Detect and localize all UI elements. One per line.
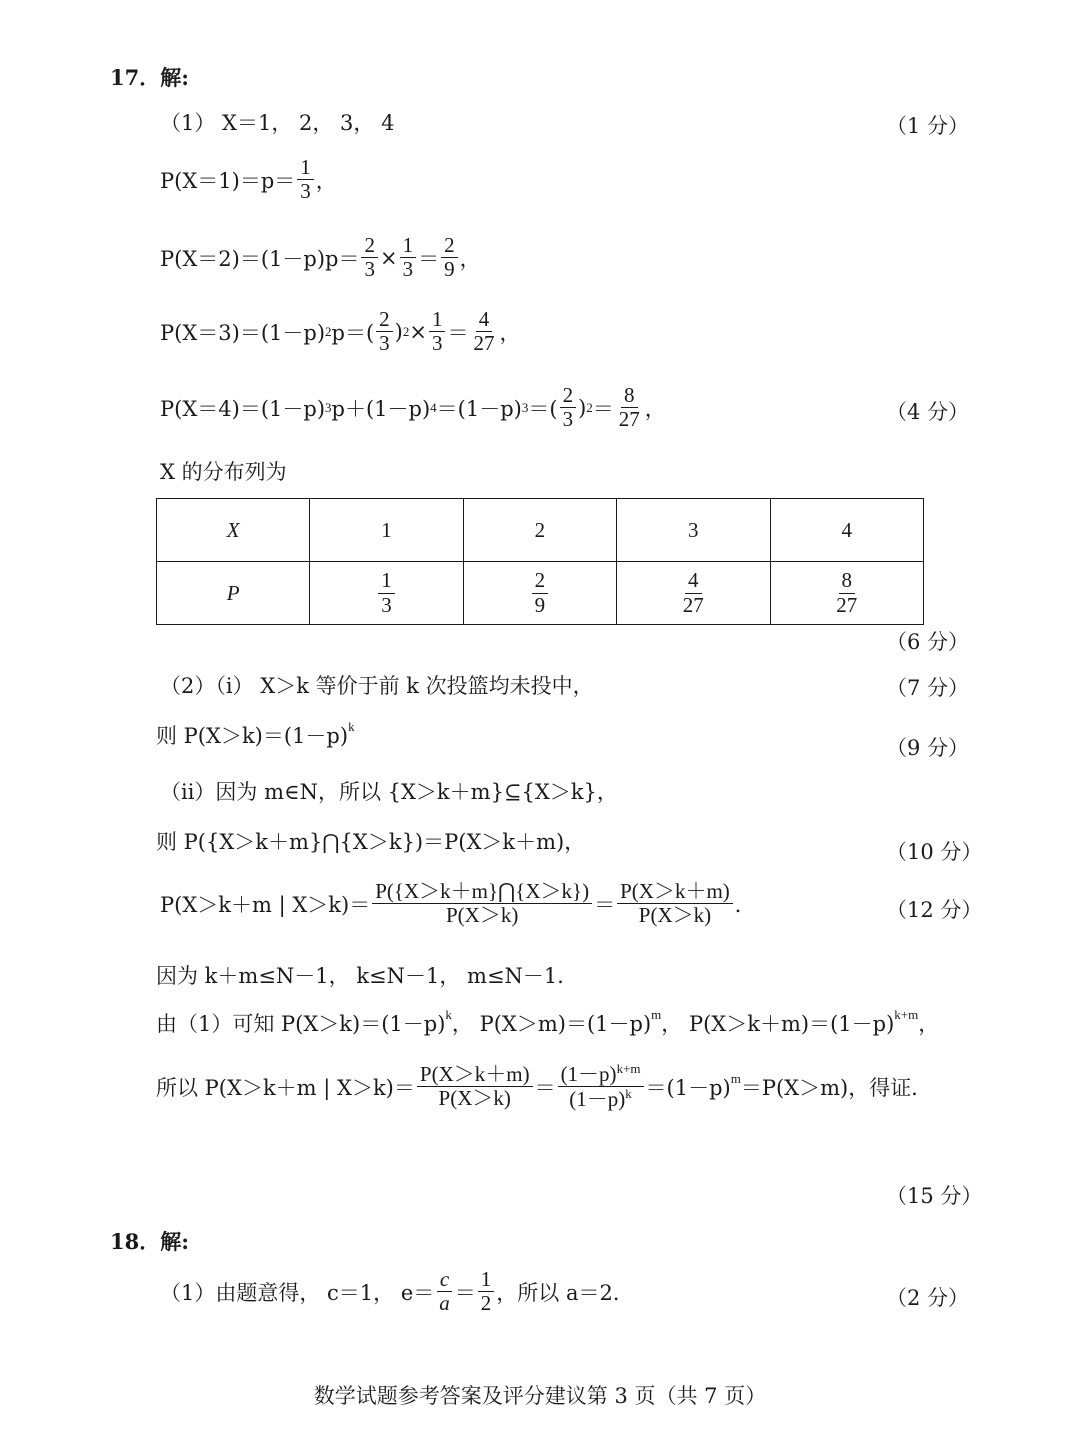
frac: c a — [436, 1268, 453, 1315]
table-cell: P — [157, 562, 310, 625]
table-cell: 1 — [310, 499, 463, 562]
q18-heading: 18．解: — [110, 1229, 189, 1254]
eq-p4: P(X＝4)＝(1－p) 3 p＋(1－p) 4 ＝(1－p) 3 ＝( 2 3 ) 2 ＝ 8 27 ， — [160, 383, 666, 432]
frac: P({X＞k＋m}⋂{X＞k}) P(X＞k) — [372, 880, 592, 927]
table-cell: X — [157, 499, 310, 562]
eq-p4-text: P(X＝4)＝(1－p) — [160, 396, 326, 421]
score-1: （1 分） — [886, 114, 970, 138]
frac: $\frac{1}{3}$ — [400, 234, 417, 281]
table-cell: $\frac{1}{3}$ — [310, 562, 463, 625]
frac: $\frac{2}{3}$ — [361, 234, 378, 281]
eq-p3: P(X＝3)＝(1－p) 2 p＝( 2 3 ) 2 × $\frac{1}{3}$ ＝ 4 27 ， — [160, 307, 521, 356]
q18-line1: （1）由题意得， c＝1， e＝ c a ＝ 1 2 ，所以 a＝2． — [160, 1267, 634, 1316]
frac: P(X＞k＋m) P(X＞k) — [617, 880, 733, 927]
eq-then2: 则 P({X＞k＋m}⋂{X＞k})＝P(X＞k＋m)， — [156, 830, 586, 854]
score-7: （7 分） — [886, 676, 970, 700]
frac: 1 3 — [297, 156, 314, 203]
frac: 2 3 — [560, 384, 577, 431]
eq-p1-text: P(X＝1)＝p＝ — [160, 168, 296, 193]
because-line: 因为 k＋m≤N－1， k≤N－1， m≤N－1． — [156, 964, 579, 988]
score-10: （10 分） — [886, 840, 983, 864]
frac: 4 27 — [473, 307, 495, 356]
eq-p2: P(X＝2)＝(1－p)p＝ $\frac{2}{3}$ × $\frac{1}{3}$ ＝ 2 9 ， — [160, 233, 481, 282]
eq-then1: 则 P(X＞k)＝(1－p) $^k$ — [156, 719, 355, 748]
eq-p1: P(X＝1)＝p＝ 1 3 ， — [160, 155, 337, 204]
table-row — [157, 562, 924, 625]
score-6: （6 分） — [886, 630, 970, 654]
frac: $\frac{1}{3}$ — [429, 308, 446, 355]
part2-ii-line: （ⅱ）因为 m∈N，所以 {X＞k＋m}⊆{X＞k}， — [160, 780, 618, 804]
eq-p3-text: P(X＝3)＝(1－p) — [160, 320, 326, 345]
eq-conditional: P(X＞k＋m | X＞k)＝ P({X＞k＋m}⋂{X＞k}) P(X＞k) ＝ P(X＞k＋m) P(X＞k) ． — [160, 879, 756, 928]
frac: P(X＞k＋m) P(X＞k) — [417, 1063, 533, 1110]
dist-label: X 的分布列为 — [160, 460, 287, 484]
table-row — [157, 499, 924, 562]
from1-line: 由（1）可知 P(X＞k)＝(1－p) $^k$ ， P(X＞m)＝(1－p) $^m$ ， P(X＞k＋m)＝(1－p) $^{k+m}$ ， — [156, 1007, 940, 1036]
eq-p2-text: P(X＝2)＝(1－p)p＝ — [160, 246, 360, 271]
q17-heading: 17．解: — [110, 65, 189, 90]
score-9: （9 分） — [886, 736, 970, 760]
score-15: （15 分） — [886, 1184, 983, 1208]
table-cell: $\frac{8}{27}$ — [770, 562, 923, 625]
frac: 1 2 — [478, 1268, 495, 1315]
table-cell: $\frac{2}{9}$ — [463, 562, 616, 625]
q17-part1-values: （1） X＝1， 2， 3， 4 — [160, 111, 395, 135]
score-2: （2 分） — [886, 1286, 970, 1310]
so-line: 所以 P(X＞k＋m | X＞k)＝ P(X＞k＋m) P(X＞k) ＝ $(1-p)^{k+m}$ $(1-p)^k$ ＝(1－p) $^m$ ＝P(X＞m)，得证． — [156, 1061, 933, 1112]
table-cell: 3 — [617, 499, 770, 562]
frac: 2 3 — [376, 308, 393, 355]
frac: 8 27 — [618, 383, 640, 432]
score-12: （12 分） — [886, 898, 983, 922]
table-cell: 4 — [770, 499, 923, 562]
table-cell: 2 — [463, 499, 616, 562]
frac: 2 9 — [441, 234, 458, 281]
distribution-table — [156, 498, 924, 625]
frac: $(1-p)^{k+m}$ $(1-p)^k$ — [558, 1062, 644, 1111]
part2-i-line: （2）（ⅰ） X＞k 等价于前 k 次投篮均未投中， — [160, 674, 594, 698]
table-cell: $\frac{4}{27}$ — [617, 562, 770, 625]
score-4: （4 分） — [886, 400, 970, 424]
page-footer: 数学试题参考答案及评分建议第 3 页（共 7 页） — [313, 1384, 767, 1408]
